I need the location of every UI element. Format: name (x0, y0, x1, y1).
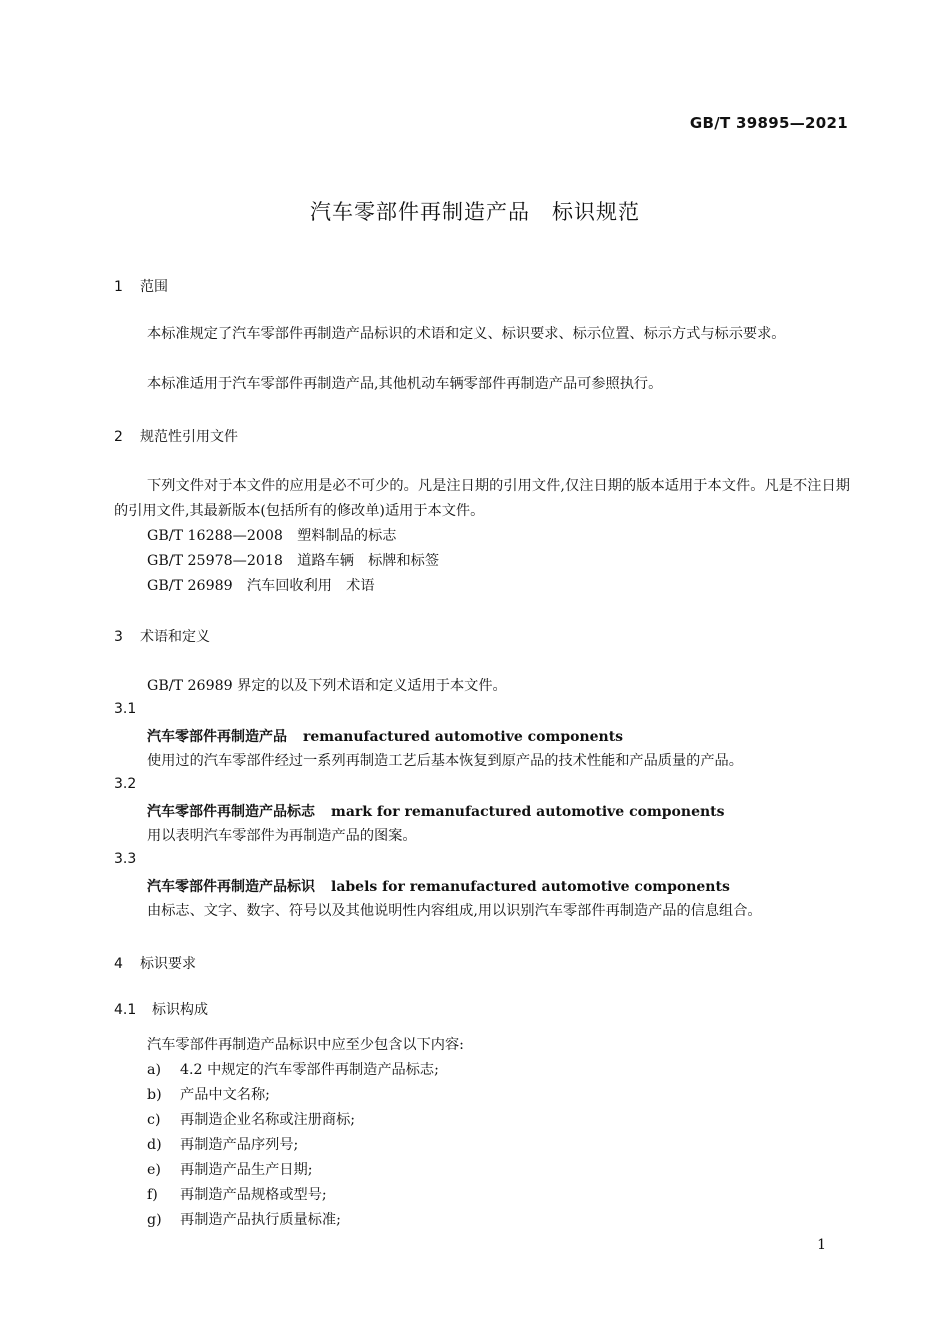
section-3-heading (114, 626, 210, 646)
term-chinese: 汽车零部件再制造产品标识 (147, 879, 315, 895)
section-number: 2 (114, 429, 123, 445)
term-number: 3.3 (114, 851, 137, 867)
term-chinese: 汽车零部件再制造产品标志 (147, 804, 315, 820)
list-item (147, 1183, 327, 1208)
term-definition: 由标志、文字、数字、符号以及其他说明性内容组成,用以识别汽车零部件再制造产品的信息组合。 (147, 903, 762, 919)
section-number: 1 (114, 279, 123, 295)
list-text: 4.2 中规定的汽车零部件再制造产品标志; (180, 1062, 439, 1078)
list-marker: g) (147, 1212, 162, 1228)
section-title: 规范性引用文件 (140, 429, 238, 445)
paragraph: GB/T 26989 界定的以及下列术语和定义适用于本文件。 (147, 678, 507, 694)
term-number: 3.1 (114, 701, 137, 717)
standard-code: GB/T 39895—2021 (689, 114, 848, 132)
list-text: 再制造产品规格或型号; (180, 1187, 327, 1203)
list-item (147, 1108, 355, 1133)
section-title: 标识要求 (140, 956, 196, 972)
subsection-4-1-heading (114, 999, 208, 1019)
list-item (147, 1058, 439, 1083)
section-2-heading (114, 426, 238, 446)
document-title: 汽车零部件再制造产品 标识规范 (310, 200, 640, 224)
term-english: labels for remanufactured automotive components (331, 879, 730, 895)
term-english: mark for remanufactured automotive components (331, 804, 725, 820)
list-marker: c) (147, 1112, 161, 1128)
subsection-title: 标识构成 (152, 1002, 208, 1018)
section-title: 术语和定义 (140, 629, 210, 645)
subsection-number: 4.1 (114, 1002, 137, 1018)
list-marker: b) (147, 1087, 162, 1103)
paragraph: 本标准规定了汽车零部件再制造产品标识的术语和定义、标识要求、标示位置、标示方式与标示要求。 (147, 326, 786, 342)
list-text: 再制造产品生产日期; (180, 1162, 313, 1178)
paragraph: 下列文件对于本文件的应用是必不可少的。凡是注日期的引用文件,仅注日期的版本适用于本文件。凡是不注日期的引用文件,其最新版本(包括所有的修改单)适用于本文件。 (114, 478, 850, 519)
paragraph: 本标准适用于汽车零部件再制造产品,其他机动车辆零部件再制造产品可参照执行。 (147, 376, 663, 392)
list-item (147, 1158, 312, 1183)
list-marker: f) (147, 1187, 158, 1203)
list-marker: d) (147, 1137, 162, 1153)
normative-reference: GB/T 25978—2018 道路车辆 标牌和标签 (147, 553, 440, 569)
list-marker: e) (147, 1162, 161, 1178)
term-number: 3.2 (114, 776, 137, 792)
term-heading (147, 726, 623, 746)
section-4-heading (114, 953, 196, 973)
list-text: 再制造企业名称或注册商标; (180, 1112, 356, 1128)
list-marker: a) (147, 1062, 161, 1078)
term-english: remanufactured automotive components (303, 729, 624, 745)
term-definition: 用以表明汽车零部件为再制造产品的图案。 (147, 828, 417, 844)
term-definition: 使用过的汽车零部件经过一系列再制造工艺后基本恢复到原产品的技术性能和产品质量的产品。 (147, 753, 743, 769)
list-item (147, 1208, 341, 1233)
list-item (147, 1083, 270, 1108)
normative-reference: GB/T 16288—2008 塑料制品的标志 (147, 528, 397, 544)
section-number: 3 (114, 629, 123, 645)
section-title: 范围 (140, 279, 168, 295)
list-text: 再制造产品序列号; (180, 1137, 299, 1153)
term-chinese: 汽车零部件再制造产品 (147, 729, 287, 745)
paragraph: 汽车零部件再制造产品标识中应至少包含以下内容: (147, 1037, 464, 1053)
term-heading (147, 801, 725, 821)
list-text: 产品中文名称; (180, 1087, 270, 1103)
page-number: 1 (817, 1237, 826, 1253)
list-text: 再制造产品执行质量标准; (180, 1212, 341, 1228)
section-number: 4 (114, 956, 123, 972)
term-heading (147, 876, 730, 896)
section-1-heading (114, 276, 168, 296)
normative-reference: GB/T 26989 汽车回收利用 术语 (147, 578, 375, 594)
list-item (147, 1133, 298, 1158)
